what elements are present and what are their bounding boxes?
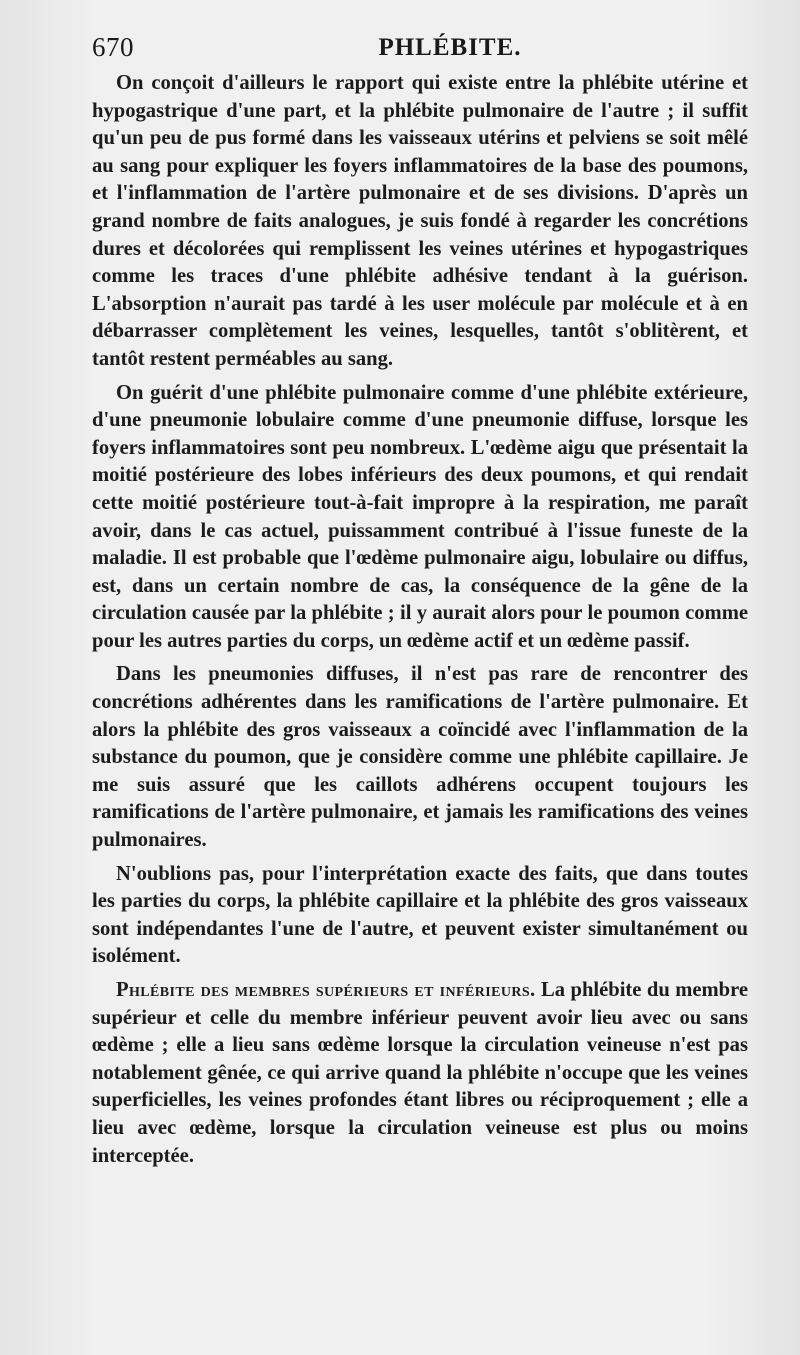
paragraph-4: N'oublions pas, pour l'interprétation exacte des faits, que dans toutes les parties du corps, la phlébite capillaire et la phlébite des gros vaisseaux sont indépendantes l'une de l'autre, et peuvent exister simultanément ou isolément. xyxy=(92,862,748,968)
paragraph-5 xyxy=(92,977,748,1170)
section-text: La phlébite du membre supérieur et celle du membre inférieur peuvent avoir lieu avec ou sans œdème ; elle a lieu sans œdème lorsque la circulation veineuse n'est pas notablement gênée, ce qui arrive quand la phlébite n'occupe que les veines superficielles, les veines profondes étant libres ou réciproquement ; elle a lieu avec œdème, lorsque la circulation veineuse est plus ou moins interceptée. xyxy=(92,979,749,1167)
section-heading: Phlébite des membres supérieurs et inférieurs. xyxy=(116,979,536,1001)
paragraph-1: On conçoit d'ailleurs le rapport qui existe entre la phlébite utérine et hypogastrique d'une part, et la phlébite pulmonaire de l'autre ; il suffit qu'un peu de pus formé dans les vaisseaux utérins et pelviens se soit mêlé au sang pour expliquer les foyers inflammatoires de la base des poumons, et l'inflammation de l'artère pulmonaire et de ses divisions. D'après un grand nombre de faits analogues, je suis fondé à regarder les concrétions dures et décolorées qui remplissent les veines utérines et hypogastriques comme les traces d'une phlébite adhésive tendant à la guérison. L'absorption n'aurait pas tardé à les user molécule par molécule et à en débarrasser complètement les veines, lesquelles, tantôt s'oblitèrent, et tantôt restent perméables au sang. xyxy=(92,72,748,370)
page-number: 670 xyxy=(92,32,134,62)
running-title: PHLÉBITE. xyxy=(378,34,522,61)
paragraph-2: On guérit d'une phlébite pulmonaire comme d'une phlébite extérieure, d'une pneumonie lobulaire comme d'une pneumonie diffuse, lorsque les foyers inflammatoires sont peu nombreux. L'œdème aigu que présentait la moitié postérieure des lobes inférieurs des deux poumons, et qui rendait cette moitié postérieure tout-à-fait impropre à la respiration, me paraît avoir, dans le cas actuel, puissamment contribué à l'issue funeste de la maladie. Il est probable que l'œdème pulmonaire aigu, lobulaire ou diffus, est, dans un certain nombre de cas, la conséquence de la gêne de la circulation causée par la phlébite ; il y aurait alors pour le poumon comme pour les autres parties du corps, un œdème actif et un œdème passif. xyxy=(92,381,748,652)
running-head xyxy=(92,28,748,70)
paragraph-3: Dans les pneumonies diffuses, il n'est pas rare de rencontrer des concrétions adhérentes dans les ramifications de l'artère pulmonaire. Et alors la phlébite des gros vaisseaux a coïncidé avec l'inflammation de la substance du poumon, que je considère comme une phlébite capillaire. Je me suis assuré que les caillots adhérens occupent toujours les ramifications de l'artère pulmonaire, et jamais les ramifications des veines pulmonaires. xyxy=(92,663,748,852)
body-text xyxy=(92,70,748,1170)
